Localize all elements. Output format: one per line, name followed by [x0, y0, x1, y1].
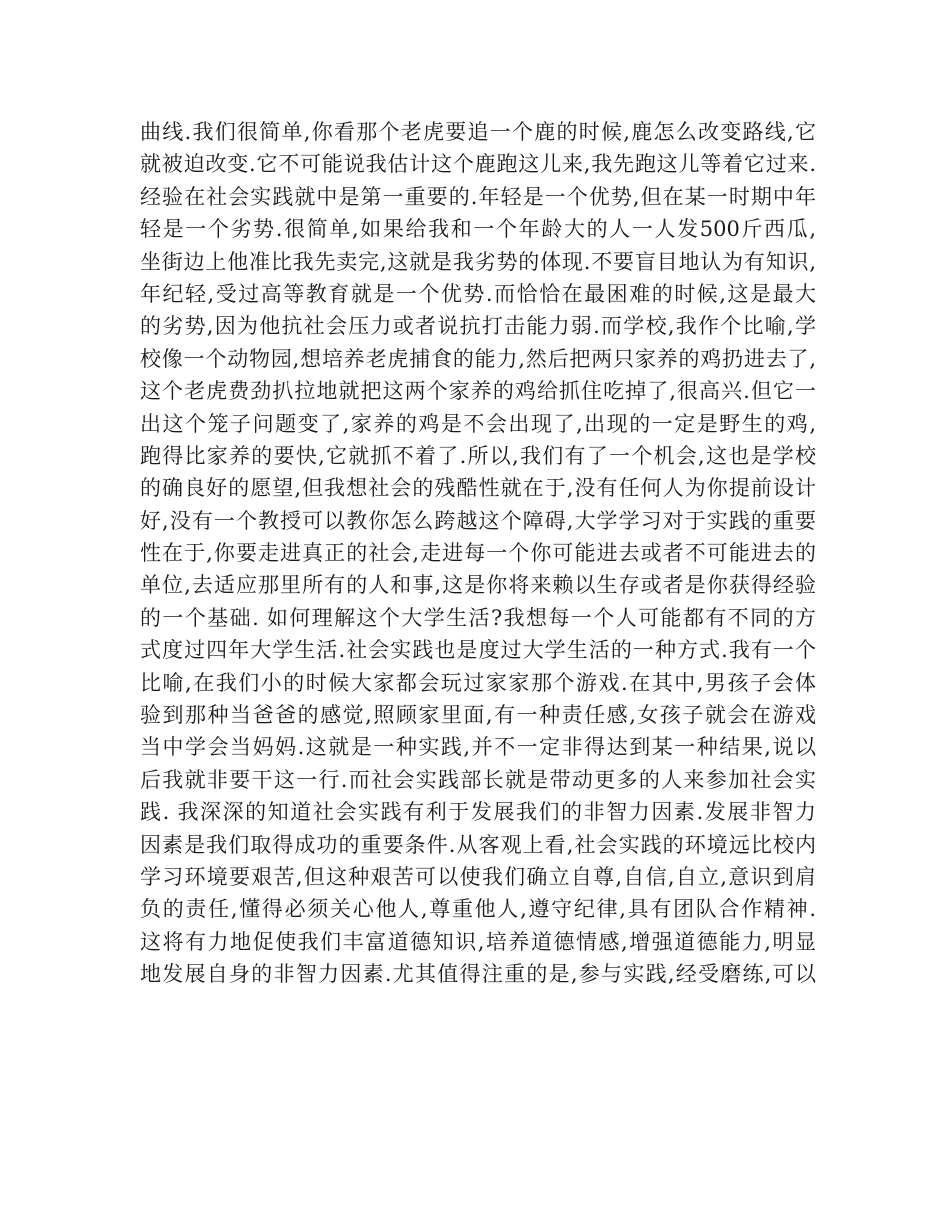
text-line: 就被迫改变.它不可能说我估计这个鹿跑这儿来,我先跑这儿等着它过来. — [140, 152, 816, 177]
text-line: 的劣势,因为他抗社会压力或者说抗打击能力弱.而学校,我作个比喻,学 — [140, 314, 816, 339]
text-line: 比喻,在我们小的时候大家都会玩过家家那个游戏.在其中,男孩子会体 — [140, 670, 816, 695]
text-line: 地发展自身的非智力因素.尤其值得注重的是,参与实践,经受磨练,可以 — [140, 962, 816, 987]
text-line: 好,没有一个教授可以教你怎么跨越这个障碍,大学学习对于实践的重要 — [140, 508, 816, 533]
text-line: 这将有力地促使我们丰富道德知识,培养道德情感,增强道德能力,明显 — [140, 929, 816, 954]
text-line: 验到那种当爸爸的感觉,照顾家里面,有一种责任感,女孩子就会在游戏 — [140, 703, 816, 728]
text-line: 践. 我深深的知道社会实践有利于发展我们的非智力因素.发展非智力 — [140, 800, 816, 825]
text-line: 性在于,你要走进真正的社会,走进每一个你可能进去或者不可能进去的 — [140, 541, 816, 566]
text-line: 当中学会当妈妈.这就是一种实践,并不一定非得达到某一种结果,说以 — [140, 735, 816, 760]
text-line: 单位,去适应那里所有的人和事,这是你将来赖以生存或者是你获得经验 — [140, 573, 816, 598]
text-line: 校像一个动物园,想培养老虎捕食的能力,然后把两只家养的鸡扔进去了, — [140, 346, 816, 371]
text-line: 后我就非要干这一行.而社会实践部长就是带动更多的人来参加社会实 — [140, 767, 816, 792]
text-line: 曲线.我们很简单,你看那个老虎要追一个鹿的时候,鹿怎么改变路线,它 — [140, 120, 816, 144]
text-line: 负的责任,懂得必须关心他人,尊重他人,遵守纪律,具有团队合作精神. — [140, 897, 816, 922]
text-line: 出这个笼子问题变了,家养的鸡是不会出现了,出现的一定是野生的鸡, — [140, 411, 816, 436]
text-line: 经验在社会实践就中是第一重要的.年轻是一个优势,但在某一时期中年 — [140, 184, 816, 209]
text-line: 因素是我们取得成功的重要条件.从客观上看,社会实践的环境远比校内 — [140, 832, 816, 857]
text-line: 学习环境要艰苦,但这种艰苦可以使我们确立自尊,自信,自立,意识到肩 — [140, 864, 816, 889]
text-line: 年纪轻,受过高等教育就是一个优势.而恰恰在最困难的时候,这是最大 — [140, 281, 816, 306]
text-line: 的一个基础. 如何理解这个大学生活?我想每一个人可能都有不同的方 — [140, 605, 816, 630]
text-line: 坐街边上他准比我先卖完,这就是我劣势的体现.不要盲目地认为有知识, — [140, 249, 816, 274]
text-line: 轻是一个劣势.很简单,如果给我和一个年龄大的人一人发500斤西瓜, — [140, 217, 816, 242]
text-line: 式度过四年大学生活.社会实践也是度过大学生活的一种方式.我有一个 — [140, 638, 816, 663]
text-line: 跑得比家养的要快,它就抓不着了.所以,我们有了一个机会,这也是学校 — [140, 443, 816, 468]
text-line: 的确良好的愿望,但我想社会的残酷性就在于,没有任何人为你提前设计 — [140, 476, 816, 501]
body-text — [140, 116, 816, 991]
text-line: 这个老虎费劲扒拉地就把这两个家养的鸡给抓住吃掉了,很高兴.但它一 — [140, 379, 816, 404]
